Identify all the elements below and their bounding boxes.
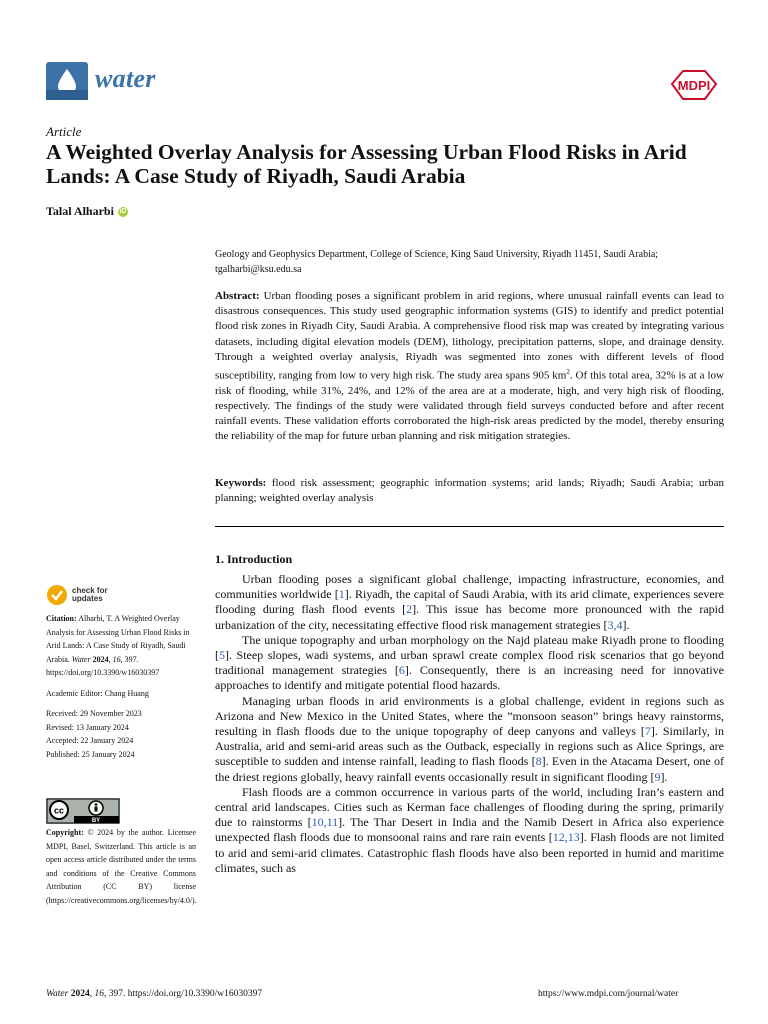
text-run: ]. Flash floods are not limited to arid and semi-arid climates. Catastrophic flash floods have also been reported in humid and maritime climates, such as	[215, 830, 724, 875]
text-run: ]. Even in the Atacama Desert, one of the driest regions globally, heavy rainfall events occasionally result in significant flooding [	[215, 754, 725, 784]
text-run: ]. The Thar Desert in India and the Namib Desert in Africa also experience unexpected flash floods due to monsoonal rains and rare rain events [	[215, 815, 724, 845]
section-heading: 1. Introduction	[215, 552, 293, 566]
date-revised: Revised: 13 January 2024	[46, 722, 129, 732]
check-updates-label: check for updates	[72, 585, 108, 603]
text-run: The unique topography and urban morphology on the Najd plateau make Riyadh prone to flooding [	[215, 632, 724, 663]
paragraph-1	[215, 572, 724, 633]
keywords	[215, 476, 724, 506]
keywords-text: flood risk assessment; geographic information systems; arid lands; Riyadh; Saudi Arabia; urban planning; weighted overlay analysis	[215, 477, 724, 505]
citation-link[interactable]: 5	[219, 648, 225, 663]
footer-journal-url[interactable]: https://www.mdpi.com/journal/water	[538, 989, 679, 999]
footer-doi[interactable]: , 397. https://doi.org/10.3390/w16030397	[103, 989, 263, 999]
check-for-updates-button[interactable]	[46, 584, 108, 606]
section-divider	[215, 526, 724, 527]
text-run: ].	[660, 769, 668, 784]
text-run: ]. Riyadh, the capital of Saudi Arabia, with its arid climate, experiences severe flooding during flash flood events [	[215, 587, 724, 617]
orcid-icon[interactable]: iD	[119, 207, 127, 215]
footer-volume: , 16	[89, 989, 104, 999]
affiliation: Geology and Geophysics Department, College of Science, King Saud University, Riyadh 11451, Saudi Arabia; tgalharbi@ksu.edu.sa	[215, 249, 659, 275]
citation-journal: Water	[71, 654, 91, 664]
text-run: Urban flooding poses a significant global challenge, impacting infrastructure, economies, and communities worldwide [	[215, 572, 724, 602]
author-line	[46, 204, 128, 219]
citation-link[interactable]: 3,4	[607, 617, 623, 632]
citation-link[interactable]: 7	[644, 724, 651, 739]
cc-badge-label: BY	[91, 818, 101, 824]
citation-link[interactable]: 8	[535, 754, 542, 769]
date-published: Published: 25 January 2024	[46, 749, 135, 759]
date-accepted: Accepted: 22 January 2024	[46, 736, 134, 745]
citation-link[interactable]: 6	[398, 663, 405, 678]
footer-journal: Water	[46, 989, 69, 999]
abstract-superscript: 2	[566, 368, 570, 377]
paragraph-4	[215, 785, 724, 876]
mdpi-logo-icon	[666, 68, 722, 102]
citation-year: 2024	[90, 654, 109, 664]
citation-text: Alharbi, T. A Weighted Overlay Analysis for Assessing Urban Flood Risks in Arid Lands: A Case Study of Riyadh, Saudi Arabia.	[46, 614, 190, 664]
citation-link[interactable]: 9	[654, 769, 661, 784]
footer-year: 2024	[68, 989, 90, 999]
abstract-label: Abstract:	[215, 290, 260, 302]
footer-citation	[46, 989, 262, 999]
paragraph-3	[215, 694, 724, 785]
copyright-notice	[46, 826, 196, 908]
check-updates-icon	[46, 584, 68, 606]
keywords-label: Keywords:	[215, 477, 267, 489]
journal-name: water	[95, 64, 156, 93]
svg-text:cc: cc	[53, 805, 65, 816]
text-run: Flash floods are a common occurrence in various parts of the world, including Iran’s eastern and central arid landscapes. Cities such as Kerman face challenges of flooding during the spring, primarily due to rainstorms [	[215, 784, 724, 830]
citation-link[interactable]: 12,13	[552, 830, 580, 845]
text-run: ]. Similarly, in Australia, arid and semi-arid areas such as the Outback, especially in regions such as Alice Springs, are susceptible to sudden and intense rainfall, leading to flash floods [	[215, 724, 725, 769]
sidebar	[46, 612, 196, 761]
text-run: ]. Steep slopes, wadi systems, and urban sprawl create complex flood risk scenarios that go beyond traditional management strategies [	[215, 648, 724, 678]
abstract-text-2: . Of this total area, 32% is at a low risk of flooding, while 31%, 24%, and 12% of the area are at a moderate, high, and very high risk of flooding, respectively. The findings of the study were validated through field surveys conducted before and after recent rainfall events. These validation efforts corroborated the high-risk areas predicted by the model, thereby ensuring the reliability of the map for future urban planning and risk mitigation strategies.	[215, 369, 724, 443]
body-text	[215, 572, 724, 876]
citation-link[interactable]: 10,11	[311, 815, 339, 830]
article-type: Article	[46, 124, 82, 139]
author-name: Talal Alharbi	[46, 204, 114, 218]
citation-block	[46, 612, 196, 680]
text-run: ]. Consequently, there is an increasing need for innovative approaches to identify and mitigate potential flood hazards.	[215, 663, 724, 693]
citation-label: Citation:	[46, 614, 77, 623]
abstract-text-1: Urban flooding poses a significant problem in arid regions, where unusual rainfall events can lead to disastrous consequences. This study used geographic information systems (GIS) to identify and predict potential flood risk zones in Riyadh City, Saudi Arabia. A comprehensive flood risk map was created by integrating various datasets, including digital elevation models (DEM), lithology, precipitation patterns, slope, and drainage density. Through a weighted overlay analysis, Riyadh was segmented into zones with different levels of flood susceptibility, ranging from low to very high risk. The study area spans 905 km	[215, 290, 724, 382]
academic-editor: Academic Editor: Chang Huang	[46, 688, 149, 698]
text-run: Managing urban floods in arid environments is a global challenge, evident in regions such as Arizona and New Mexico in the United States, where the ”monsoon season” brings heavy rainstorms, resulting in flash floods due to the unique topography of deep canyons and valleys [	[215, 693, 724, 739]
text-run: ]. This issue has become more pronounced with the rapid urbanization of the city, necessitating effective flood risk management strategies [	[215, 602, 724, 632]
citation-link[interactable]: 2	[406, 602, 413, 617]
abstract	[215, 289, 724, 445]
text-run: ].	[622, 617, 630, 632]
citation-volume: , 16	[108, 654, 121, 664]
copyright-text: © 2024 by the author. Licensee MDPI, Basel, Switzerland. This article is an open access article distributed under the terms and conditions of the Creative Commons Attribution (CC BY) license (https://creativecommons.org/licenses/by/4.0/).	[46, 828, 197, 905]
paragraph-2	[215, 633, 724, 694]
date-received: Received: 29 November 2023	[46, 709, 142, 718]
publisher-name: MDPI	[677, 78, 711, 93]
water-drop-logo-icon	[46, 62, 88, 100]
citation-doi[interactable]: , 397. https://doi.org/10.3390/w16030397	[46, 654, 160, 677]
paper-title: A Weighted Overlay Analysis for Assessing Urban Flood Risks in Arid Lands: A Case Study of Riyadh, Saudi Arabia	[46, 140, 687, 188]
copyright-label: Copyright:	[46, 828, 84, 837]
citation-link[interactable]: 1	[338, 587, 345, 602]
cc-by-license-icon[interactable]	[46, 798, 120, 824]
